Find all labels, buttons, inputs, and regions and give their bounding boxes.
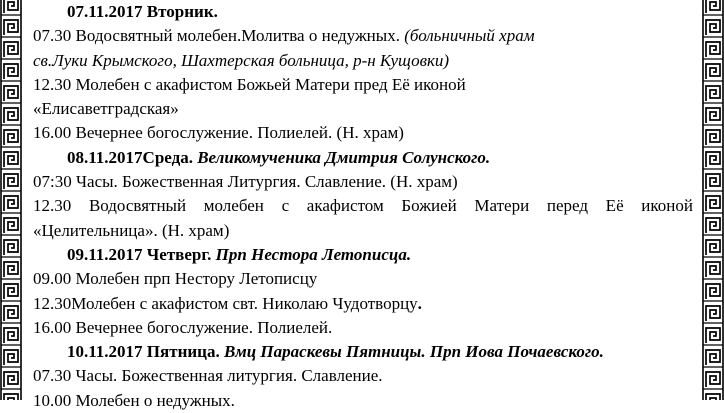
day-heading-2017-11-10 bbox=[33, 340, 693, 364]
entry-text: 07.30 Водосвятный молебен.Молитва о недужных. bbox=[33, 26, 405, 46]
day-heading-text: 07.11.2017 Вторник. bbox=[67, 2, 218, 21]
schedule-entry-continued bbox=[33, 49, 693, 73]
entry-text: 16.00 Вечернее богослужение. Полиелей. (Н. храм) bbox=[33, 123, 404, 143]
schedule-text bbox=[33, 0, 693, 410]
day-heading-2017-11-09 bbox=[33, 243, 693, 267]
entry-text: 09.00 Молебен прп Нестору Летописцу bbox=[33, 269, 318, 289]
entry-text: 16.00 Вечернее богослужение. Полиелей. bbox=[33, 317, 333, 337]
day-heading-2017-11-08 bbox=[33, 146, 693, 170]
schedule-entry bbox=[33, 389, 693, 413]
entry-text: 10.00 Молебен о недужных. bbox=[33, 390, 235, 410]
entry-text: 12.30 Водосвятный молебен с акафистом Божией Матери перед Её иконой bbox=[33, 196, 693, 216]
day-heading-2017-11-07 bbox=[33, 0, 693, 24]
day-heading-date: 08.11.2017Среда. bbox=[67, 147, 198, 167]
entry-text: 12.30 Молебен с акафистом Божьей Матери пред Её иконой bbox=[33, 74, 466, 94]
entry-text: «Целительница». (Н. храм) bbox=[33, 220, 230, 240]
schedule-entry bbox=[33, 316, 693, 340]
entry-location-note: (больничный храм bbox=[404, 26, 535, 46]
greek-key-border-left bbox=[0, 0, 22, 400]
schedule-entry bbox=[33, 24, 693, 48]
schedule-entry bbox=[33, 194, 693, 218]
feast-name: Великомученика Дмитрия Солунского. bbox=[197, 147, 491, 167]
entry-location-note: св.Луки Крымского, Шахтерская больница, р-н Кущовки) bbox=[33, 50, 450, 70]
entry-text: 07:30 Часы. Божественная Литургия. Славление. (Н. храм) bbox=[33, 172, 458, 192]
schedule-entry-continued bbox=[33, 219, 693, 243]
entry-text: 12.30Молебен с акафистом свт. Николаю Чудотворцу bbox=[33, 293, 418, 313]
entry-text: «Елисаветградская» bbox=[33, 99, 179, 119]
schedule-entry bbox=[33, 121, 693, 145]
schedule-entry-continued bbox=[33, 97, 693, 121]
schedule-entry bbox=[33, 364, 693, 388]
schedule-entry bbox=[33, 267, 693, 291]
day-heading-date: 09.11.2017 Четверг. bbox=[67, 244, 216, 264]
schedule-entry bbox=[33, 73, 693, 97]
entry-period: . bbox=[417, 293, 422, 313]
day-heading-date: 10.11.2017 Пятница. bbox=[67, 342, 224, 362]
schedule-entry bbox=[33, 292, 693, 316]
feast-name: Прп Нестора Летописца. bbox=[215, 244, 412, 264]
feast-name: Вмц Параскевы Пятницы. Прп Иова Почаевского. bbox=[223, 342, 604, 362]
greek-key-border-right bbox=[702, 0, 724, 400]
schedule-entry bbox=[33, 170, 693, 194]
entry-text: 07.30 Часы. Божественная литургия. Славление. bbox=[33, 366, 383, 386]
